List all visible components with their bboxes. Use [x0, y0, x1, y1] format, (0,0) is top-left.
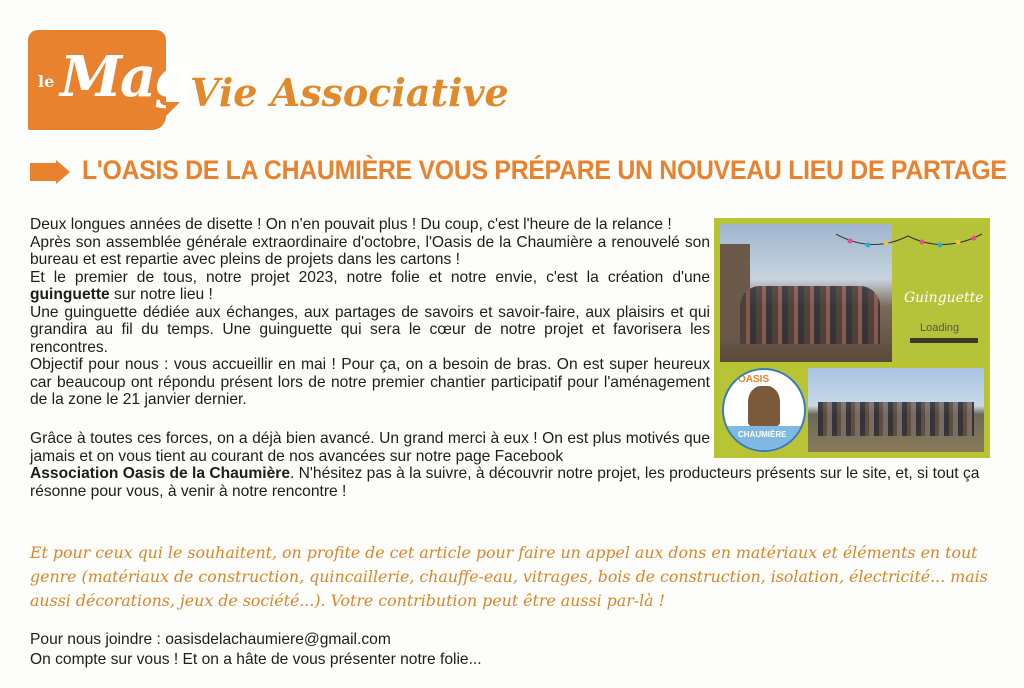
contact-email-line: Pour nous joindre : oasisdelachaumiere@gmail.com [30, 631, 391, 648]
logo-word-top: OASIS [738, 374, 770, 385]
article-body [30, 216, 710, 409]
string-lights-icon [836, 228, 982, 258]
guinguette-bold: guinguette [30, 286, 110, 303]
tree-icon [748, 386, 780, 426]
article-headline: L'OASIS DE LA CHAUMIÈRE VOUS PRÉPARE UN NOUVEAU LIEU DE PARTAGE [82, 155, 1007, 185]
contact-block [30, 630, 482, 670]
logo-word-bottom: CHAUMIÈRE [738, 430, 787, 439]
paragraph: Association Oasis de la Chaumière. N'hésitez pas à la suivre, à découvrir notre projet, les producteurs présents sur le site, et, si tout ça résonne pour vous, à venir à notre rencontre ! [30, 465, 980, 500]
section-title: Vie Associative [190, 70, 509, 115]
paragraph: Objectif pour nous : vous accueillir en mai ! Pour ça, on a besoin de bras. On est super heureux car beaucoup ont répondu présent lors de notre premier chantier participatif pour l'aménagement de la zone le 21 janvier dernier. [30, 356, 710, 408]
le-mag-logo [28, 30, 192, 130]
guinguette-label: Guinguette [904, 290, 984, 306]
paragraph: Après son assemblée générale extraordinaire d'octobre, l'Oasis de la Chaumière a renouvelé son bureau et est repartie avec pleins de projets dans les cartons ! [30, 233, 710, 268]
paragraph: Et le premier de tous, notre projet 2023, notre folie et notre envie, c'est la création d'une guinguette sur notre lieu ! [30, 268, 710, 303]
guinguette-card [896, 224, 984, 362]
oasis-logo [722, 368, 806, 452]
donation-appeal: Et pour ceux qui le souhaitent, on profite de cet article pour faire un appel aux dons en matériaux et éléments en tout genre (matériaux de construction, quincaillerie, chauffe-eau, vitrages, bois de construction, isolation, électricité... mais aussi décorations, jeux de société...). Votre contribution peut être aussi par-là ! [30, 543, 988, 610]
logo-mag-text: Mag [60, 44, 192, 110]
photo-collage [714, 218, 990, 458]
loading-bar [910, 338, 978, 343]
paragraph: Une guinguette dédiée aux échanges, aux partages de savoirs et savoir-faire, aux plaisirs et qui grandira au fil du temps. Une guinguette qui sera le cœur de notre projet et favorisera les rencontres. [30, 303, 710, 356]
arrow-right-icon [30, 160, 70, 184]
paragraph: Deux longues années de disette ! On n'en pouvait plus ! Du coup, c'est l'heure de la relance ! [30, 216, 672, 233]
worksite-photo [808, 368, 984, 452]
closing-line: On compte sur vous ! Et on a hâte de vous présenter notre folie... [30, 651, 482, 668]
facebook-page-name: Association Oasis de la Chaumière [30, 465, 290, 482]
paragraph: Grâce à toutes ces forces, on a déjà bien avancé. Un grand merci à eux ! On est plus motivés que jamais et on vous tient au courant de nos avancées sur notre page Facebook [30, 430, 710, 465]
logo-le-text: le [38, 72, 55, 91]
loading-label: Loading [920, 322, 960, 334]
